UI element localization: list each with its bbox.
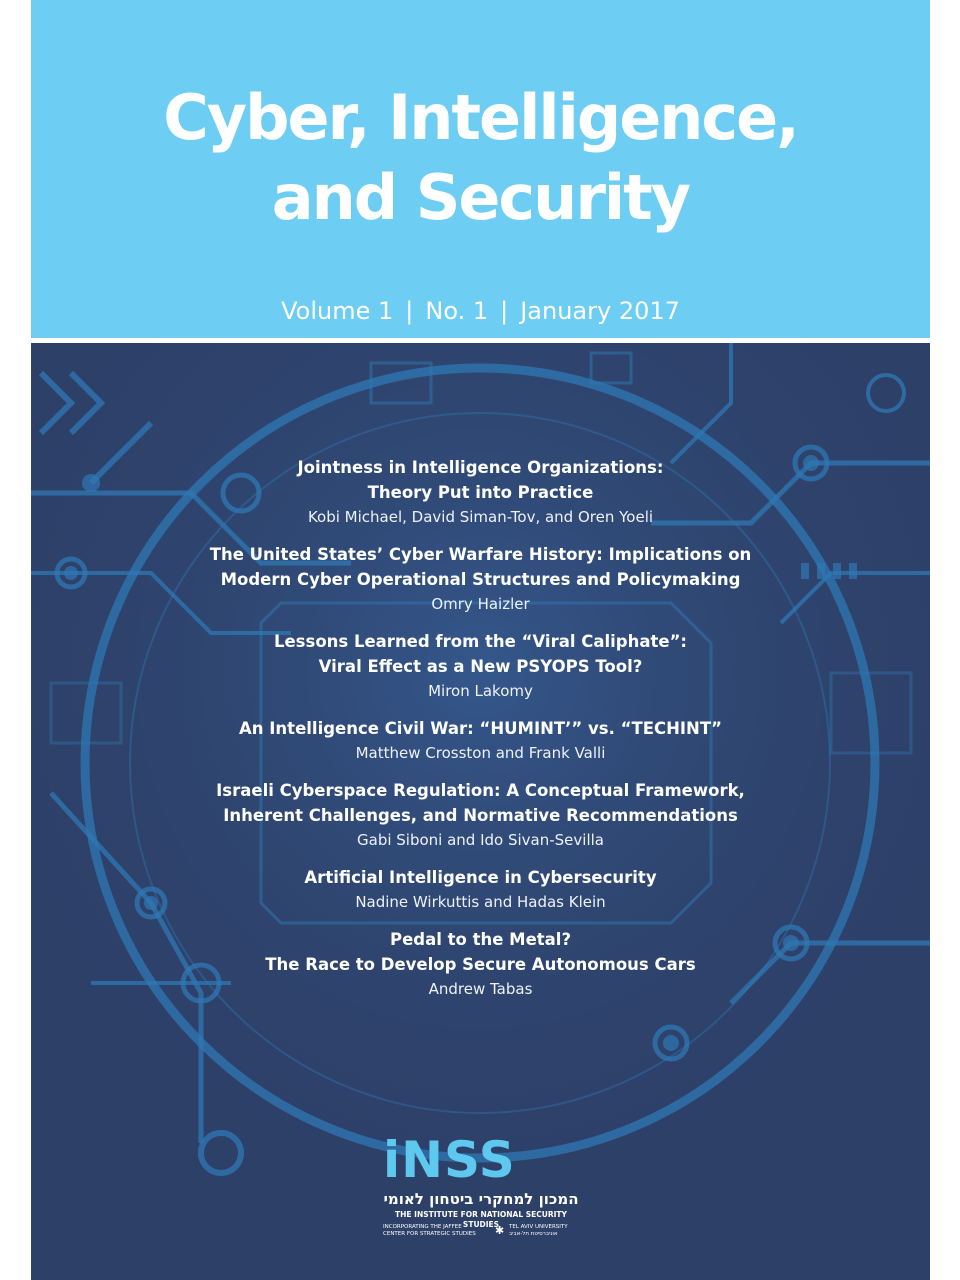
article-entry — [31, 455, 930, 530]
article-authors: Kobi Michael, David Siman-Tov, and Oren Yoeli — [307, 508, 654, 526]
tau-line: TEL AVIV UNIVERSITY — [509, 1224, 568, 1230]
article-title — [31, 927, 930, 977]
issue-number: No. 1 — [425, 297, 489, 325]
jaffee-center-text — [383, 1224, 493, 1238]
journal-title-line: Cyber, Intelligence, — [163, 81, 798, 154]
article-title-line: Inherent Challenges, and Normative Recommendations — [223, 806, 738, 825]
article-title-line: Israeli Cyberspace Regulation: A Conceptual Framework, — [216, 781, 745, 800]
tau-text — [509, 1224, 581, 1238]
article-authors: Gabi Siboni and Ido Sivan-Sevilla — [357, 831, 604, 849]
table-of-contents — [31, 455, 930, 1014]
article-title-line: Pedal to the Metal? — [389, 930, 572, 949]
article-authors: Matthew Crosston and Frank Valli — [355, 744, 606, 762]
article-title — [31, 778, 930, 828]
tau-emblem-icon: ✱ — [495, 1224, 505, 1237]
institute-hebrew-name: המכון למחקרי ביטחון לאומי — [383, 1190, 579, 1208]
article-title-line: The United States’ Cyber Warfare History: Implications on — [209, 545, 752, 564]
article-title — [31, 629, 930, 679]
article-title — [31, 542, 930, 592]
article-title — [31, 865, 930, 890]
institute-english-name: THE INSTITUTE FOR NATIONAL SECURITY STUDIES — [395, 1210, 567, 1229]
inss-logo-mark: iNSS — [383, 1131, 516, 1189]
jaffee-line: INCORPORATING THE JAFFEE — [383, 1224, 462, 1230]
jaffee-line: CENTER FOR STRATEGIC STUDIES — [383, 1231, 476, 1237]
issue-date: January 2017 — [520, 297, 680, 325]
article-entry — [31, 778, 930, 853]
article-authors: Nadine Wirkuttis and Hadas Klein — [355, 893, 606, 911]
journal-title-line: and Security — [271, 161, 690, 234]
article-title-line: Viral Effect as a New PSYOPS Tool? — [318, 657, 643, 676]
article-authors: Miron Lakomy — [428, 682, 533, 700]
article-title-line: Modern Cyber Operational Structures and Policymaking — [220, 570, 741, 589]
article-entry — [31, 865, 930, 915]
article-entry — [31, 542, 930, 617]
article-title-line: An Intelligence Civil War: “HUMINT’” vs. “TECHINT” — [239, 719, 722, 738]
article-title-line: Artificial Intelligence in Cybersecurity — [304, 868, 657, 887]
article-title — [31, 716, 930, 741]
title-band — [31, 0, 930, 338]
circuit-dot — [663, 1035, 679, 1051]
article-title-line: Jointness in Intelligence Organizations: — [297, 458, 664, 477]
article-entry — [31, 927, 930, 1002]
article-title-line: The Race to Develop Secure Autonomous Cars — [265, 955, 696, 974]
article-authors: Omry Haizler — [431, 595, 530, 613]
inss-logo — [383, 1132, 579, 1244]
article-title — [31, 455, 930, 505]
issue-info — [31, 294, 930, 328]
tau-line: אוניברסיטת תל-אביב — [509, 1231, 558, 1237]
article-title-line: Theory Put into Practice — [367, 483, 594, 502]
separator: | — [405, 297, 414, 325]
article-title-line: Lessons Learned from the “Viral Caliphate”: — [273, 632, 688, 651]
volume-label: Volume 1 — [281, 297, 394, 325]
article-entry — [31, 716, 930, 766]
journal-title — [31, 78, 930, 238]
separator: | — [500, 297, 509, 325]
article-authors: Andrew Tabas — [428, 980, 533, 998]
article-entry — [31, 629, 930, 704]
journal-cover — [31, 0, 930, 1280]
